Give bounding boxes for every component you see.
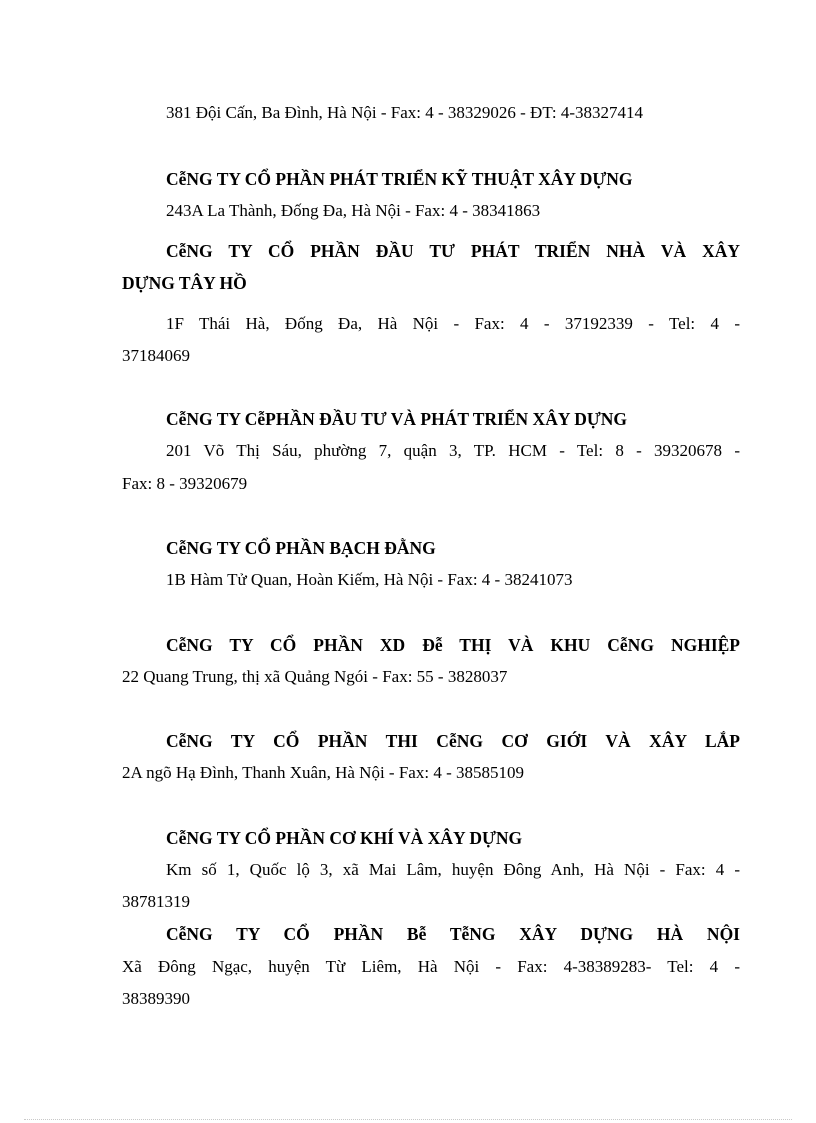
- page-bottom-divider: [24, 1119, 792, 1120]
- company-heading-continued: DỰNG TÂY HỒ: [122, 273, 247, 293]
- address-line-continued: Fax: 8 - 39320679: [122, 474, 248, 493]
- address-line: 1F Thái Hà, Đống Đa, Hà Nội - Fax: 4 - 37192339 - Tel: 4 -: [166, 314, 740, 333]
- company-heading: CễNG TY CỔ PHẦN BẠCH ĐẰNG: [166, 538, 436, 558]
- address-line: 2A ngõ Hạ Đình, Thanh Xuân, Hà Nội - Fax: 4 - 38585109: [122, 763, 524, 782]
- company-heading: CễNG TY CỔ PHẦN Bễ TễNG XÂY DỰNG HÀ NỘI: [166, 924, 740, 944]
- address-line: 1B Hàm Tử Quan, Hoàn Kiếm, Hà Nội - Fax: 4 - 38241073: [166, 570, 573, 589]
- address-line: 381 Đội Cấn, Ba Đình, Hà Nội - Fax: 4 - 38329026 - ĐT: 4-38327414: [166, 103, 643, 122]
- address-line: Xã Đông Ngạc, huyện Từ Liêm, Hà Nội - Fax: 4-38389283- Tel: 4 -: [122, 957, 740, 976]
- address-line: 201 Võ Thị Sáu, phường 7, quận 3, TP. HCM - Tel: 8 - 39320678 -: [166, 441, 740, 460]
- company-heading: CễNG TY CỔ PHẦN ĐẦU TƯ PHÁT TRIỂN NHÀ VÀ XÂY: [166, 241, 740, 261]
- address-line-continued: 37184069: [122, 346, 190, 365]
- address-line-continued: 38781319: [122, 892, 190, 911]
- address-line: Km số 1, Quốc lộ 3, xã Mai Lâm, huyện Đông Anh, Hà Nội - Fax: 4 -: [166, 860, 740, 879]
- address-line-continued: 38389390: [122, 989, 190, 1008]
- company-heading: CễNG TY CỔ PHẦN PHÁT TRIỂN KỸ THUẬT XÂY DỰNG: [166, 169, 633, 189]
- company-heading: CễNG TY CỔ PHẦN CƠ KHÍ VÀ XÂY DỰNG: [166, 828, 523, 848]
- address-line: 243A La Thành, Đống Đa, Hà Nội - Fax: 4 - 38341863: [166, 201, 541, 220]
- company-heading: CễNG TY CỔ PHẦN THI CễNG CƠ GIỚI VÀ XÂY LẮP: [166, 731, 740, 751]
- company-heading: CễNG TY CỔ PHẦN XD Đễ THỊ VÀ KHU CễNG NGHIỆP: [166, 635, 740, 655]
- address-line: 22 Quang Trung, thị xã Quảng Ngói - Fax: 55 - 3828037: [122, 667, 508, 686]
- company-heading: CễNG TY CễPHẦN ĐẦU TƯ VÀ PHÁT TRIỂN XÂY DỰNG: [166, 409, 628, 429]
